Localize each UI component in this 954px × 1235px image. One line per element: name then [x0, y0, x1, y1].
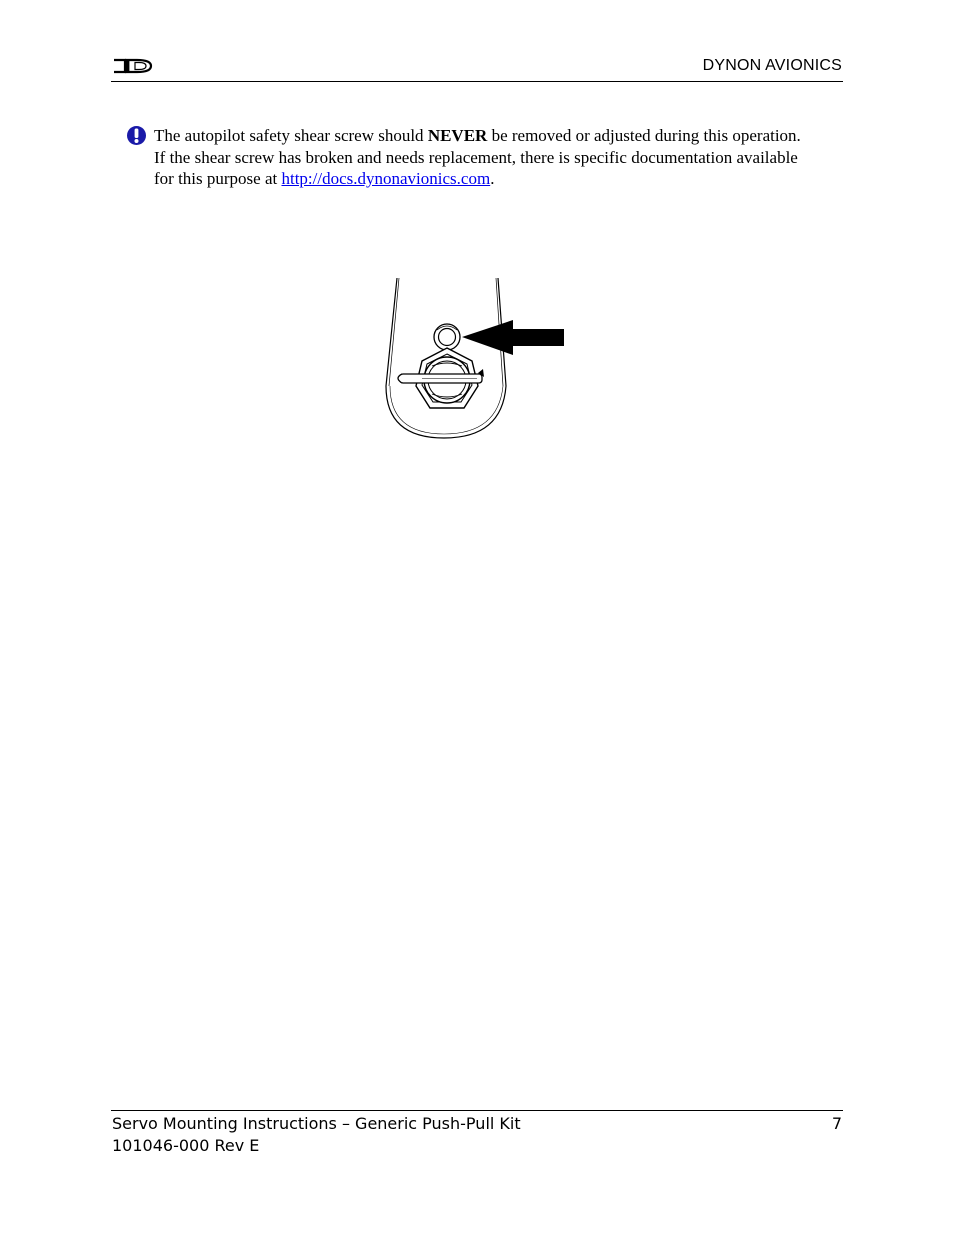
servo-arm-inner-edge	[389, 278, 399, 386]
page-header	[111, 55, 843, 82]
docs-link[interactable]: http://docs.dynonavionics.com	[281, 169, 491, 188]
dynon-logo-icon	[111, 57, 155, 75]
never-emphasis: NEVER	[427, 126, 488, 145]
warning-text	[154, 125, 804, 190]
exclamation-icon	[126, 125, 147, 146]
header-title: DYNON AVIONICS	[702, 57, 842, 74]
arrow-left-icon	[462, 320, 564, 355]
warning-text-start: The autopilot safety shear screw should	[154, 126, 428, 145]
warning-text-middle: be removed or adjusted during this operation. If the shear screw has broken and needs replacement, there is specific documentation available for this purpose at	[154, 126, 801, 188]
servo-arm-shear-screw-diagram	[382, 274, 572, 444]
warning-text-end: .	[490, 169, 495, 188]
hex-nut-assembly	[398, 348, 484, 408]
page-number: 7	[831, 1114, 842, 1133]
document-revision: 101046-000 Rev E	[112, 1136, 260, 1155]
page-footer	[111, 1110, 843, 1155]
footer-title: Servo Mounting Instructions – Generic Push-Pull Kit	[112, 1114, 521, 1133]
shear-screw	[434, 324, 460, 350]
